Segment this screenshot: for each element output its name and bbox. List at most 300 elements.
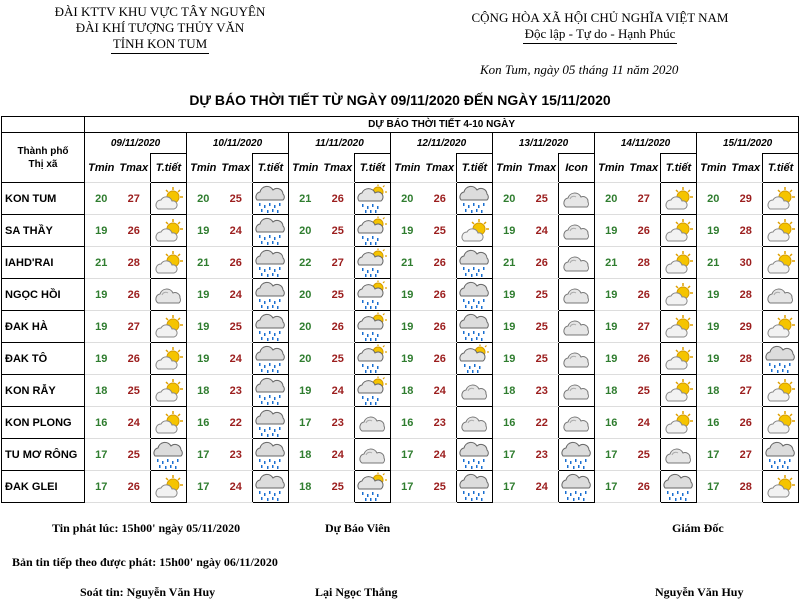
tmin-value: 19: [595, 311, 628, 343]
sun-rain-icon: [355, 184, 390, 214]
weather-icon-cell: [661, 247, 697, 279]
tmin-value: 19: [187, 279, 220, 311]
weather-icon-cell: [763, 471, 799, 503]
tmin-value: 18: [85, 375, 118, 407]
tmax-value: 25: [220, 183, 253, 215]
tmin-value: 19: [493, 279, 526, 311]
sun-cloud-icon: [661, 313, 696, 341]
tmax-value: 25: [628, 439, 661, 471]
column-header: T.tiết: [661, 154, 697, 183]
tmax-value: 24: [322, 439, 355, 471]
table-row: [2, 471, 799, 503]
tmax-value: 26: [424, 247, 457, 279]
table-row: [2, 247, 799, 279]
date-header: 11/11/2020: [289, 133, 391, 154]
tmax-value: 26: [118, 279, 151, 311]
tmin-value: 19: [493, 343, 526, 375]
location-name: KON RẪY: [2, 375, 85, 407]
tmax-value: 26: [118, 215, 151, 247]
date-header: 14/11/2020: [595, 133, 697, 154]
weather-icon-cell: [559, 407, 595, 439]
cloud-icon: [457, 409, 492, 437]
tmin-value: 19: [493, 311, 526, 343]
column-header: Tmin: [391, 154, 424, 183]
tmin-value: 17: [187, 471, 220, 503]
tmin-value: 17: [85, 439, 118, 471]
sun-cloud-icon: [151, 409, 186, 437]
tmin-value: 21: [289, 183, 322, 215]
nation-title: CỘNG HÒA XÃ HỘI CHỦ NGHĨA VIỆT NAM: [471, 10, 729, 25]
tmin-value: 17: [493, 471, 526, 503]
tmax-value: 28: [730, 215, 763, 247]
sun-cloud-icon: [151, 249, 186, 277]
column-header: T.tiết: [151, 154, 187, 183]
tmax-value: 28: [730, 471, 763, 503]
tmin-value: 20: [289, 215, 322, 247]
issue-date: Kon Tum, ngày 05 tháng 11 năm 2020: [480, 62, 679, 77]
weather-icon-cell: [355, 215, 391, 247]
sun-cloud-icon: [661, 377, 696, 405]
date-header: 09/11/2020: [85, 133, 187, 154]
column-header: Tmax: [322, 154, 355, 183]
tmin-value: 19: [595, 215, 628, 247]
sun-cloud-icon: [151, 185, 186, 213]
tmin-value: 21: [595, 247, 628, 279]
column-header-row: [2, 154, 799, 183]
weather-icon-cell: [151, 439, 187, 471]
tmin-value: 20: [85, 183, 118, 215]
tmin-value: 20: [187, 183, 220, 215]
tmin-value: 18: [697, 375, 730, 407]
tmax-value: 26: [220, 247, 253, 279]
tmax-value: 24: [628, 407, 661, 439]
column-header: Tmin: [493, 154, 526, 183]
next-issue: Bản tin tiếp theo được phát: 15h00' ngày 06/11/2020: [12, 555, 278, 569]
tmax-value: 22: [220, 407, 253, 439]
sun-cloud-icon: [763, 409, 798, 437]
rain-cloud-icon: [253, 312, 288, 342]
tmin-value: 19: [697, 343, 730, 375]
tmax-value: 24: [220, 215, 253, 247]
tmax-value: 27: [730, 439, 763, 471]
tmax-value: 26: [424, 311, 457, 343]
rain-cloud-icon: [763, 440, 798, 470]
sun-cloud-icon: [763, 377, 798, 405]
weather-icon-cell: [355, 343, 391, 375]
tmin-value: 19: [289, 375, 322, 407]
tmin-value: 18: [289, 439, 322, 471]
column-header: Tmin: [85, 154, 118, 183]
weather-icon-cell: [661, 471, 697, 503]
table-row: [2, 375, 799, 407]
cloud-icon: [763, 281, 798, 309]
rain-cloud-icon: [457, 472, 492, 502]
tmax-value: 26: [424, 343, 457, 375]
tmax-value: 28: [730, 279, 763, 311]
tmin-value: 22: [289, 247, 322, 279]
weather-icon-cell: [253, 311, 289, 343]
weather-icon-cell: [253, 183, 289, 215]
tmax-value: 23: [424, 407, 457, 439]
sun-rain-icon: [457, 344, 492, 374]
tmax-value: 29: [730, 183, 763, 215]
tmin-value: 18: [391, 375, 424, 407]
tmax-value: 25: [322, 343, 355, 375]
weather-icon-cell: [763, 407, 799, 439]
weather-icon-cell: [151, 279, 187, 311]
tmin-value: 19: [391, 215, 424, 247]
checked-by: Soát tin: Nguyễn Văn Huy: [80, 585, 216, 599]
weather-icon-cell: [661, 439, 697, 471]
table-row: [2, 343, 799, 375]
rain-cloud-icon: [253, 408, 288, 438]
table-row: [2, 215, 799, 247]
tmin-value: 16: [85, 407, 118, 439]
header-left: [45, 4, 275, 54]
subtitle-row: [2, 117, 799, 133]
cloud-icon: [559, 281, 594, 309]
sun-cloud-icon: [763, 313, 798, 341]
tmax-value: 26: [628, 279, 661, 311]
weather-icon-cell: [457, 407, 493, 439]
location-name: IAHD'RAI: [2, 247, 85, 279]
table-row: [2, 279, 799, 311]
tmin-value: 16: [697, 407, 730, 439]
issued-time: Tin phát lúc: 15h00' ngày 05/11/2020: [52, 521, 241, 535]
cloud-icon: [457, 377, 492, 405]
tmax-value: 26: [730, 407, 763, 439]
cloud-icon: [559, 345, 594, 373]
tmax-value: 25: [322, 471, 355, 503]
tmax-value: 26: [628, 343, 661, 375]
tmax-value: 24: [220, 471, 253, 503]
weather-icon-cell: [661, 183, 697, 215]
tmin-value: 19: [187, 343, 220, 375]
column-header: Tmin: [595, 154, 628, 183]
weather-icon-cell: [661, 311, 697, 343]
tmin-value: 17: [85, 471, 118, 503]
tmax-value: 26: [526, 247, 559, 279]
location-name: TU MƠ RÔNG: [2, 439, 85, 471]
tmax-value: 27: [628, 311, 661, 343]
tmax-value: 25: [220, 311, 253, 343]
tmin-value: 20: [289, 279, 322, 311]
tmax-value: 26: [118, 343, 151, 375]
weather-icon-cell: [355, 375, 391, 407]
tmax-value: 26: [424, 183, 457, 215]
weather-icon-cell: [457, 183, 493, 215]
cloud-icon: [559, 217, 594, 245]
sun-cloud-icon: [457, 217, 492, 245]
rain-cloud-icon: [457, 440, 492, 470]
page-title: DỰ BÁO THỜI TIẾT TỪ NGÀY 09/11/2020 ĐẾN NGÀY 15/11/2020: [189, 92, 611, 108]
tmin-value: 16: [595, 407, 628, 439]
forecast-table: [1, 116, 799, 503]
rain-cloud-icon: [457, 312, 492, 342]
date-header-row: [2, 133, 799, 154]
rain-cloud-icon: [253, 216, 288, 246]
weather-icon-cell: [559, 279, 595, 311]
rain-cloud-icon: [661, 472, 696, 502]
tmax-value: 26: [322, 311, 355, 343]
tmin-value: 20: [697, 183, 730, 215]
sun-cloud-icon: [661, 217, 696, 245]
sun-rain-icon: [355, 472, 390, 502]
tmax-value: 23: [526, 439, 559, 471]
location-name: KON PLONG: [2, 407, 85, 439]
column-header: Tmax: [628, 154, 661, 183]
weather-icon-cell: [763, 279, 799, 311]
weather-icon-cell: [661, 375, 697, 407]
weather-icon-cell: [457, 311, 493, 343]
weather-icon-cell: [253, 279, 289, 311]
tmin-value: 17: [493, 439, 526, 471]
location-name: ĐAK TÔ: [2, 343, 85, 375]
sun-rain-icon: [355, 344, 390, 374]
table-row: [2, 183, 799, 215]
tmin-value: 17: [391, 439, 424, 471]
director-name: Nguyễn Văn Huy: [655, 585, 744, 599]
location-header: [2, 133, 85, 183]
tmin-value: 17: [595, 471, 628, 503]
location-name: SA THẦY: [2, 215, 85, 247]
rain-cloud-icon: [559, 472, 594, 502]
weather-icon-cell: [253, 343, 289, 375]
weather-icon-cell: [763, 439, 799, 471]
sun-rain-icon: [355, 280, 390, 310]
tmax-value: 28: [730, 343, 763, 375]
column-header: Icon: [559, 154, 595, 183]
cloud-icon: [559, 313, 594, 341]
tmax-value: 26: [628, 471, 661, 503]
sun-cloud-icon: [151, 377, 186, 405]
tmin-value: 19: [85, 215, 118, 247]
tmax-value: 26: [322, 183, 355, 215]
weather-icon-cell: [661, 215, 697, 247]
rain-cloud-icon: [559, 440, 594, 470]
sun-cloud-icon: [151, 313, 186, 341]
tmin-value: 20: [493, 183, 526, 215]
weather-icon-cell: [763, 375, 799, 407]
tmax-value: 26: [628, 215, 661, 247]
column-header: T.tiết: [253, 154, 289, 183]
weather-icon-cell: [661, 343, 697, 375]
weather-icon-cell: [457, 215, 493, 247]
tmax-value: 25: [118, 375, 151, 407]
sun-cloud-icon: [763, 185, 798, 213]
tmin-value: 19: [493, 215, 526, 247]
cloud-icon: [559, 249, 594, 277]
rain-cloud-icon: [253, 376, 288, 406]
rain-cloud-icon: [253, 344, 288, 374]
tmax-value: 25: [526, 311, 559, 343]
nation-motto: Độc lập - Tự do - Hạnh Phúc: [523, 26, 678, 44]
weather-icon-cell: [661, 407, 697, 439]
weather-icon-cell: [253, 471, 289, 503]
sun-rain-icon: [355, 312, 390, 342]
rain-cloud-icon: [151, 440, 186, 470]
agency-line-3: TỈNH KON TUM: [111, 36, 209, 54]
tmin-value: 19: [391, 343, 424, 375]
column-header: Tmin: [697, 154, 730, 183]
tmax-value: 27: [628, 183, 661, 215]
cloud-icon: [559, 185, 594, 213]
weather-icon-cell: [355, 311, 391, 343]
tmin-value: 18: [289, 471, 322, 503]
weather-icon-cell: [457, 439, 493, 471]
column-header: T.tiết: [355, 154, 391, 183]
cloud-icon: [151, 281, 186, 309]
sun-cloud-icon: [763, 217, 798, 245]
tmax-value: 24: [424, 439, 457, 471]
tmin-value: 20: [391, 183, 424, 215]
tmax-value: 25: [526, 279, 559, 311]
weather-icon-cell: [457, 471, 493, 503]
sun-cloud-icon: [661, 409, 696, 437]
tmin-value: 21: [85, 247, 118, 279]
weather-icon-cell: [559, 311, 595, 343]
sun-cloud-icon: [661, 345, 696, 373]
rain-cloud-icon: [457, 280, 492, 310]
weather-icon-cell: [253, 375, 289, 407]
location-header-line-1: Thành phố: [17, 145, 69, 157]
weather-icon-cell: [559, 215, 595, 247]
weather-icon-cell: [559, 247, 595, 279]
date-header: 13/11/2020: [493, 133, 595, 154]
weather-icon-cell: [253, 215, 289, 247]
tmin-value: 16: [493, 407, 526, 439]
tmax-value: 27: [322, 247, 355, 279]
rain-cloud-icon: [763, 344, 798, 374]
tmax-value: 25: [628, 375, 661, 407]
weather-icon-cell: [559, 439, 595, 471]
tmin-value: 19: [595, 343, 628, 375]
rain-cloud-icon: [253, 472, 288, 502]
cloud-icon: [661, 441, 696, 469]
location-name: ĐAK HÀ: [2, 311, 85, 343]
location-name: ĐAK GLEI: [2, 471, 85, 503]
tmin-value: 17: [595, 439, 628, 471]
tmax-value: 27: [730, 375, 763, 407]
tmax-value: 26: [118, 471, 151, 503]
tmin-value: 19: [85, 279, 118, 311]
tmax-value: 23: [526, 375, 559, 407]
column-header: Tmin: [187, 154, 220, 183]
tmin-value: 17: [289, 407, 322, 439]
column-header: Tmax: [118, 154, 151, 183]
rain-cloud-icon: [253, 280, 288, 310]
tmax-value: 25: [322, 215, 355, 247]
column-header: T.tiết: [763, 154, 799, 183]
weather-icon-cell: [559, 183, 595, 215]
weather-icon-cell: [457, 375, 493, 407]
table-row: [2, 439, 799, 471]
tmin-value: 19: [187, 215, 220, 247]
weather-icon-cell: [661, 279, 697, 311]
tmax-value: 25: [424, 215, 457, 247]
sun-cloud-icon: [661, 185, 696, 213]
location-name: KON TUM: [2, 183, 85, 215]
tmax-value: 25: [118, 439, 151, 471]
sun-cloud-icon: [151, 345, 186, 373]
date-header: 12/11/2020: [391, 133, 493, 154]
rain-cloud-icon: [457, 184, 492, 214]
tmin-value: 19: [697, 215, 730, 247]
tmax-value: 24: [424, 375, 457, 407]
tmin-value: 19: [391, 279, 424, 311]
tmax-value: 24: [220, 279, 253, 311]
tmin-value: 19: [187, 311, 220, 343]
tmax-value: 24: [118, 407, 151, 439]
tmax-value: 24: [526, 471, 559, 503]
weather-icon-cell: [457, 279, 493, 311]
director-label: Giám Đốc: [672, 521, 724, 535]
tmax-value: 26: [424, 279, 457, 311]
weather-icon-cell: [355, 183, 391, 215]
tmin-value: 16: [187, 407, 220, 439]
sun-cloud-icon: [661, 249, 696, 277]
rain-cloud-icon: [253, 184, 288, 214]
tmin-value: 17: [187, 439, 220, 471]
sun-rain-icon: [355, 216, 390, 246]
cloud-icon: [355, 441, 390, 469]
tmin-value: 21: [697, 247, 730, 279]
weather-icon-cell: [355, 471, 391, 503]
tmin-value: 21: [391, 247, 424, 279]
tmin-value: 17: [391, 471, 424, 503]
tmin-value: 18: [187, 375, 220, 407]
agency-line-2: ĐÀI KHÍ TƯỢNG THỦY VĂN: [75, 20, 245, 35]
tmin-value: 18: [595, 375, 628, 407]
rain-cloud-icon: [253, 248, 288, 278]
agency-line-1: ĐÀI KTTV KHU VỰC TÂY NGUYÊN: [54, 4, 266, 19]
sun-cloud-icon: [151, 217, 186, 245]
column-header: T.tiết: [457, 154, 493, 183]
weather-icon-cell: [151, 215, 187, 247]
cloud-icon: [355, 409, 390, 437]
weather-icon-cell: [457, 247, 493, 279]
weather-icon-cell: [355, 407, 391, 439]
tmax-value: 29: [730, 311, 763, 343]
cloud-icon: [559, 377, 594, 405]
column-header: Tmax: [526, 154, 559, 183]
sun-cloud-icon: [763, 249, 798, 277]
tmax-value: 28: [628, 247, 661, 279]
column-header: Tmax: [730, 154, 763, 183]
date-header: 15/11/2020: [697, 133, 799, 154]
tmax-value: 23: [220, 375, 253, 407]
tmax-value: 27: [118, 311, 151, 343]
tmin-value: 19: [391, 311, 424, 343]
sun-cloud-icon: [763, 473, 798, 501]
weather-icon-cell: [151, 343, 187, 375]
tmin-value: 19: [697, 311, 730, 343]
tmin-value: 20: [595, 183, 628, 215]
tmin-value: 21: [187, 247, 220, 279]
header-right: [435, 10, 765, 44]
tmax-value: 23: [220, 439, 253, 471]
forecaster-name: Lại Ngọc Thắng: [315, 585, 398, 599]
weather-icon-cell: [151, 311, 187, 343]
tmax-value: 27: [118, 183, 151, 215]
rain-cloud-icon: [457, 248, 492, 278]
location-name: NGỌC HỒI: [2, 279, 85, 311]
weather-icon-cell: [457, 343, 493, 375]
sun-cloud-icon: [151, 473, 186, 501]
tmin-value: 17: [697, 471, 730, 503]
tmax-value: 30: [730, 247, 763, 279]
tmax-value: 24: [526, 215, 559, 247]
